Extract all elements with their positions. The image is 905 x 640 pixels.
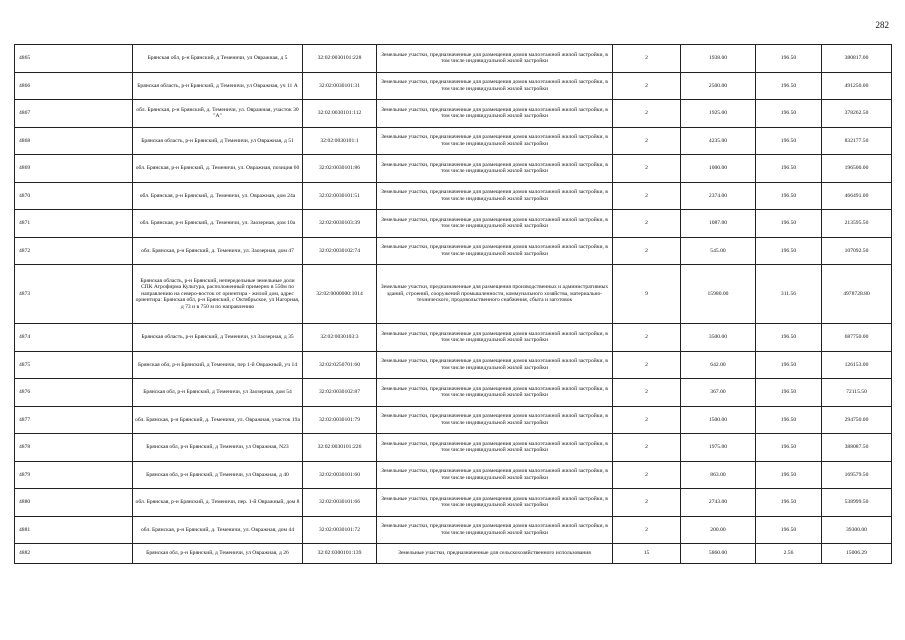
table-row: [15, 265, 892, 324]
area-cell: 2374.00: [681, 182, 756, 210]
table-row: [15, 100, 892, 128]
area-cell: 1000.00: [681, 155, 756, 183]
land-purpose-cell: Земельные участки, предназначенные для размещения домов малоэтажной жилой застройки, в том числе индивидуальной жилой застройки: [377, 516, 613, 544]
group-cell: 2: [613, 127, 681, 155]
row-number: 4869: [15, 155, 133, 183]
row-number: 4867: [15, 100, 133, 128]
group-cell: 2: [613, 45, 681, 73]
area-cell: 1938.00: [681, 45, 756, 73]
table-row: [15, 544, 892, 564]
group-cell: 2: [613, 182, 681, 210]
cadastral-value-cell: 196500.00: [822, 155, 892, 183]
row-number: 4877: [15, 406, 133, 434]
area-cell: 1975.00: [681, 434, 756, 462]
group-cell: 2: [613, 379, 681, 407]
land-valuation-table: [14, 44, 892, 564]
address-cell: Брянская обл, р-н Брянский, д Теменичи, ул Овражная, д 5: [133, 45, 303, 73]
land-purpose-cell: Земельные участки, предназначенные для размещения домов малоэтажной жилой застройки, в том числе индивидуальной жилой застройки: [377, 489, 613, 517]
specific-value-cell: 196.50: [756, 237, 822, 265]
specific-value-cell: 196.50: [756, 100, 822, 128]
cadastral-number-cell: 32:02:0300101:139: [303, 544, 377, 564]
area-cell: 1500.00: [681, 406, 756, 434]
row-number: 4868: [15, 127, 133, 155]
group-cell: 2: [613, 406, 681, 434]
area-cell: 4235.00: [681, 127, 756, 155]
page-number: 282: [875, 20, 889, 30]
address-cell: Брянская обл, р-н Брянский, д Теменичи, ул Овражная, д 26: [133, 544, 303, 564]
cadastral-number-cell: 32:02:0030101:86: [303, 155, 377, 183]
specific-value-cell: 196.50: [756, 516, 822, 544]
specific-value-cell: 196.50: [756, 434, 822, 462]
area-cell: 1925.00: [681, 100, 756, 128]
area-cell: 863.00: [681, 461, 756, 489]
specific-value-cell: 196.50: [756, 489, 822, 517]
area-cell: 1087.00: [681, 210, 756, 238]
cadastral-number-cell: 32:02:0030101:31: [303, 72, 377, 100]
land-purpose-cell: Земельные участки, предназначенные для сельскохозяйственного использования: [377, 544, 613, 564]
table-row: [15, 324, 892, 352]
cadastral-number-cell: 32:02:0030101:1: [303, 127, 377, 155]
row-number: 4881: [15, 516, 133, 544]
cadastral-number-cell: 32:02:0030101:226: [303, 434, 377, 462]
row-number: 4874: [15, 324, 133, 352]
land-purpose-cell: Земельные участки, предназначенные для размещения производственных и административных зданий, строений, сооружений промышленности, коммунального хозяйства, материально-технического, продовольственного снабжения, сбыта и заготовок: [377, 265, 613, 324]
cadastral-number-cell: 32:02:0030102:74: [303, 237, 377, 265]
group-cell: 2: [613, 324, 681, 352]
specific-value-cell: 2.56: [756, 544, 822, 564]
specific-value-cell: 196.50: [756, 461, 822, 489]
cadastral-value-cell: 538999.50: [822, 489, 892, 517]
area-cell: 15980.00: [681, 265, 756, 324]
land-purpose-cell: Земельные участки, предназначенные для размещения домов малоэтажной жилой застройки, в том числе индивидуальной жилой застройки: [377, 45, 613, 73]
table-row: [15, 489, 892, 517]
cadastral-number-cell: 32:02:0000000:1014: [303, 265, 377, 324]
group-cell: 2: [613, 155, 681, 183]
land-purpose-cell: Земельные участки, предназначенные для размещения домов малоэтажной жилой застройки, в том числе индивидуальной жилой застройки: [377, 379, 613, 407]
address-cell: обл. Брянская, р-н Брянский, д. Теменичи, ул. Овражная, дом 44: [133, 516, 303, 544]
row-number: 4876: [15, 379, 133, 407]
row-number: 4873: [15, 265, 133, 324]
specific-value-cell: 196.50: [756, 406, 822, 434]
group-cell: 2: [613, 516, 681, 544]
table-row: [15, 155, 892, 183]
cadastral-number-cell: 32:02:0030101:228: [303, 45, 377, 73]
cadastral-value-cell: 466491.00: [822, 182, 892, 210]
cadastral-value-cell: 491250.00: [822, 72, 892, 100]
address-cell: Брянская обл, р-н Брянский, д Теменичи, ул Заозерная, дом 54: [133, 379, 303, 407]
table-row: [15, 351, 892, 379]
group-cell: 2: [613, 434, 681, 462]
cadastral-value-cell: 687750.00: [822, 324, 892, 352]
cadastral-value-cell: 380817.00: [822, 45, 892, 73]
land-purpose-cell: Земельные участки, предназначенные для размещения домов малоэтажной жилой застройки, в том числе индивидуальной жилой застройки: [377, 406, 613, 434]
land-purpose-cell: Земельные участки, предназначенные для размещения домов малоэтажной жилой застройки, в том числе индивидуальной жилой застройки: [377, 461, 613, 489]
row-number: 4875: [15, 351, 133, 379]
table-row: [15, 237, 892, 265]
row-number: 4871: [15, 210, 133, 238]
cadastral-number-cell: 32:02:0030101:112: [303, 100, 377, 128]
table-row: [15, 379, 892, 407]
area-cell: 367.00: [681, 379, 756, 407]
area-cell: 5860.00: [681, 544, 756, 564]
cadastral-number-cell: 32:02:0030103:39: [303, 210, 377, 238]
land-purpose-cell: Земельные участки, предназначенные для размещения домов малоэтажной жилой застройки, в том числе индивидуальной жилой застройки: [377, 155, 613, 183]
area-cell: 3500.00: [681, 324, 756, 352]
cadastral-number-cell: 32:02:0030101:66: [303, 489, 377, 517]
cadastral-number-cell: 32:02:0030102:87: [303, 379, 377, 407]
table-row: [15, 72, 892, 100]
land-purpose-cell: Земельные участки, предназначенные для размещения домов малоэтажной жилой застройки, в том числе индивидуальной жилой застройки: [377, 72, 613, 100]
address-cell: обл. Брянская, р-н Брянский, д. Теменичи, ул. Овражная, участок 19а: [133, 406, 303, 434]
cadastral-value-cell: 169579.50: [822, 461, 892, 489]
land-purpose-cell: Земельные участки, предназначенные для размещения домов малоэтажной жилой застройки, в том числе индивидуальной жилой застройки: [377, 182, 613, 210]
table-row: [15, 182, 892, 210]
row-number: 4865: [15, 45, 133, 73]
row-number: 4872: [15, 237, 133, 265]
row-number: 4880: [15, 489, 133, 517]
address-cell: Брянская обл, р-н Брянский, д Теменичи, пер 1-й Овражный, уч 14: [133, 351, 303, 379]
specific-value-cell: 311.56: [756, 265, 822, 324]
address-cell: Брянская область, р-н Брянский, непередельные земельные доли СПК Агрофирма Культура, расположенный примерно в 550м по направлению на северо-восток от ориентира - жилой дом, адрес ориентира: Брянская обл, р-н Брянский, с Октябрьское, ул Нагорная, д 73 и в 750 м по направлению: [133, 265, 303, 324]
specific-value-cell: 196.50: [756, 182, 822, 210]
group-cell: 2: [613, 489, 681, 517]
table-row: [15, 434, 892, 462]
group-cell: 2: [613, 100, 681, 128]
table-row: [15, 45, 892, 73]
land-purpose-cell: Земельные участки, предназначенные для размещения домов малоэтажной жилой застройки, в том числе индивидуальной жилой застройки: [377, 100, 613, 128]
group-cell: 2: [613, 237, 681, 265]
cadastral-value-cell: 72115.50: [822, 379, 892, 407]
cadastral-number-cell: 32:02:0030101:72: [303, 516, 377, 544]
row-number: 4882: [15, 544, 133, 564]
address-cell: обл. Брянская, р-н Брянский, д. Теменичи, ул. Заозерная, дом 47: [133, 237, 303, 265]
table-row: [15, 210, 892, 238]
cadastral-value-cell: 107092.50: [822, 237, 892, 265]
cadastral-number-cell: 32:02:0030101:79: [303, 406, 377, 434]
cadastral-number-cell: 32:02:0250701:60: [303, 351, 377, 379]
land-purpose-cell: Земельные участки, предназначенные для размещения домов малоэтажной жилой застройки, в том числе индивидуальной жилой застройки: [377, 351, 613, 379]
specific-value-cell: 196.50: [756, 155, 822, 183]
land-purpose-cell: Земельные участки, предназначенные для размещения домов малоэтажной жилой застройки, в том числе индивидуальной жилой застройки: [377, 127, 613, 155]
cadastral-number-cell: 32:02:0030101:51: [303, 182, 377, 210]
land-purpose-cell: Земельные участки, предназначенные для размещения домов малоэтажной жилой застройки, в том числе индивидуальной жилой застройки: [377, 210, 613, 238]
specific-value-cell: 196.50: [756, 351, 822, 379]
group-cell: 15: [613, 544, 681, 564]
area-cell: 2500.00: [681, 72, 756, 100]
area-cell: 200.00: [681, 516, 756, 544]
specific-value-cell: 196.50: [756, 72, 822, 100]
group-cell: 2: [613, 461, 681, 489]
cadastral-value-cell: 39300.00: [822, 516, 892, 544]
group-cell: 2: [613, 351, 681, 379]
group-cell: 2: [613, 72, 681, 100]
row-number: 4879: [15, 461, 133, 489]
cadastral-value-cell: 15006.29: [822, 544, 892, 564]
address-cell: обл. Брянская, р-н Брянский, д. Теменичи, ул. Овражная, дом 24а: [133, 182, 303, 210]
table-row: [15, 127, 892, 155]
specific-value-cell: 196.50: [756, 324, 822, 352]
table-row: [15, 461, 892, 489]
cadastral-value-cell: 4978728.80: [822, 265, 892, 324]
row-number: 4866: [15, 72, 133, 100]
land-purpose-cell: Земельные участки, предназначенные для размещения домов малоэтажной жилой застройки, в том числе индивидуальной жилой застройки: [377, 434, 613, 462]
specific-value-cell: 196.50: [756, 210, 822, 238]
cadastral-number-cell: 32:02:0030103:3: [303, 324, 377, 352]
address-cell: обл. Брянская, р-н Брянский, д. Теменичи, ул. Овражная, участок 30 "А": [133, 100, 303, 128]
cadastral-value-cell: 213595.50: [822, 210, 892, 238]
address-cell: обл. Брянская, р-н Брянский, д. Теменичи, ул. Заозерная, дом 10а: [133, 210, 303, 238]
row-number: 4870: [15, 182, 133, 210]
area-cell: 2743.00: [681, 489, 756, 517]
cadastral-value-cell: 832177.50: [822, 127, 892, 155]
area-cell: 642.00: [681, 351, 756, 379]
address-cell: Брянская область, р-н Брянский, д Теменичи, ул Овражная, уч 11 А: [133, 72, 303, 100]
specific-value-cell: 196.50: [756, 45, 822, 73]
specific-value-cell: 196.50: [756, 379, 822, 407]
cadastral-value-cell: 126153.00: [822, 351, 892, 379]
address-cell: Брянская область, р-н Брянский, д Теменичи, ул Овражная, д 51: [133, 127, 303, 155]
table-row: [15, 406, 892, 434]
address-cell: Брянская обл, р-н Брянский, д Теменичи, ул Овражная, д 40: [133, 461, 303, 489]
cadastral-value-cell: 294750.00: [822, 406, 892, 434]
area-cell: 545.00: [681, 237, 756, 265]
land-purpose-cell: Земельные участки, предназначенные для размещения домов малоэтажной жилой застройки, в том числе индивидуальной жилой застройки: [377, 324, 613, 352]
group-cell: 9: [613, 265, 681, 324]
group-cell: 2: [613, 210, 681, 238]
address-cell: Брянская область, р-н Брянский, д Теменичи, ул Заозерная, д 35: [133, 324, 303, 352]
cadastral-number-cell: 32:02:0030101:60: [303, 461, 377, 489]
land-purpose-cell: Земельные участки, предназначенные для размещения домов малоэтажной жилой застройки, в том числе индивидуальной жилой застройки: [377, 237, 613, 265]
address-cell: обл. Брянская, р-н Брянский, д. Теменичи, ул. Овражная, позиция 60: [133, 155, 303, 183]
specific-value-cell: 196.50: [756, 127, 822, 155]
row-number: 4878: [15, 434, 133, 462]
address-cell: Брянская обл, р-н Брянский, д Теменичи, ул Овражная, N23: [133, 434, 303, 462]
cadastral-value-cell: 388087.50: [822, 434, 892, 462]
address-cell: обл. Брянская, р-н Брянский, д. Теменичи, пер. 1-й Овражный, дом 8: [133, 489, 303, 517]
cadastral-value-cell: 378262.50: [822, 100, 892, 128]
table-row: [15, 516, 892, 544]
